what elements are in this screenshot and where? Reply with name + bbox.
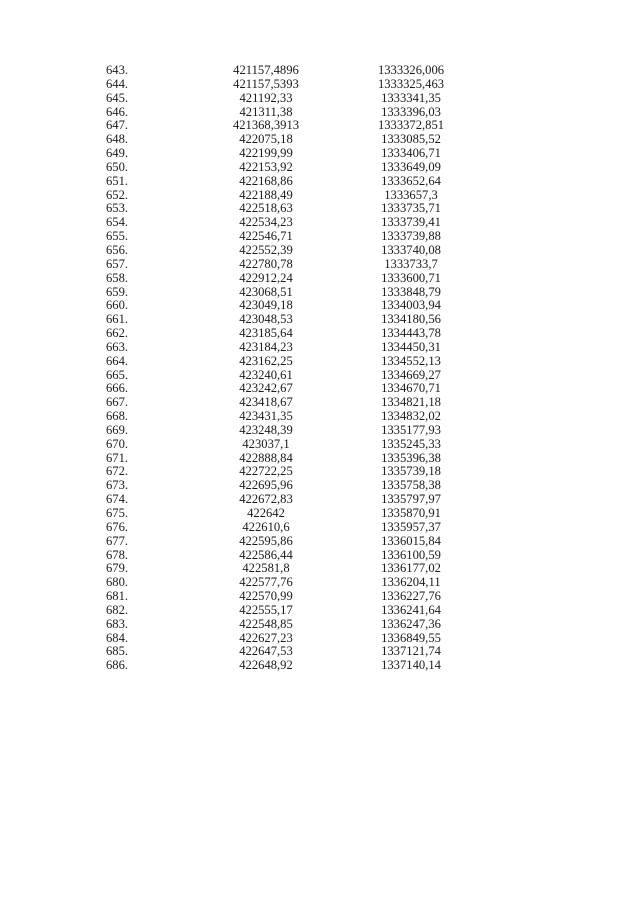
y-coordinate: 1334832,02 (381, 409, 441, 424)
table-row (0, 549, 640, 563)
y-coordinate: 1334443,78 (381, 326, 441, 341)
point-number: 679. (106, 561, 129, 576)
x-coordinate: 422168,86 (239, 173, 293, 188)
y-coordinate: 1334180,56 (381, 312, 441, 327)
y-coordinate: 1335739,18 (381, 464, 441, 479)
point-number: 654. (106, 215, 129, 230)
table-row (0, 258, 640, 272)
x-coordinate: 423037,1 (242, 436, 290, 451)
table-row (0, 299, 640, 313)
x-coordinate: 422199,99 (239, 146, 293, 161)
y-coordinate: 1333733,7 (384, 256, 438, 271)
x-coordinate: 422912,24 (239, 270, 293, 285)
point-number: 670. (106, 436, 129, 451)
x-coordinate: 421157,4896 (233, 63, 299, 77)
x-coordinate: 422648,92 (239, 658, 293, 673)
point-number: 672. (106, 464, 129, 479)
point-number: 659. (106, 284, 129, 299)
x-coordinate: 422647,53 (239, 644, 293, 659)
y-coordinate: 1333739,88 (381, 229, 441, 244)
y-coordinate: 1334552,13 (381, 353, 441, 368)
point-number: 661. (106, 312, 129, 327)
y-coordinate: 1334670,71 (381, 381, 441, 396)
table-row (0, 64, 640, 78)
point-number: 645. (106, 90, 129, 105)
table-row (0, 645, 640, 659)
y-coordinate: 1333735,71 (381, 201, 441, 216)
x-coordinate: 422153,92 (239, 159, 293, 174)
x-coordinate: 422695,96 (239, 478, 293, 493)
x-coordinate: 422555,17 (239, 602, 293, 617)
coordinate-table (0, 64, 640, 673)
point-number: 683. (106, 616, 129, 631)
y-coordinate: 1333396,03 (381, 104, 441, 119)
x-coordinate: 421368,3913 (232, 118, 300, 133)
y-coordinate: 1336849,55 (381, 630, 441, 645)
point-number: 655. (106, 229, 129, 244)
point-number: 644. (106, 76, 129, 91)
table-row (0, 327, 640, 341)
table-row (0, 382, 640, 396)
table-row (0, 106, 640, 120)
x-coordinate: 422610,6 (242, 519, 290, 534)
table-row (0, 562, 640, 576)
table-row (0, 438, 640, 452)
y-coordinate: 1333848,79 (381, 284, 441, 299)
x-coordinate: 422627,23 (239, 630, 293, 645)
point-number: 648. (106, 132, 129, 147)
x-coordinate: 423068,51 (239, 284, 293, 299)
table-row (0, 341, 640, 355)
table-row (0, 604, 640, 618)
table-row (0, 521, 640, 535)
point-number: 643. (106, 63, 129, 77)
y-coordinate: 1336247,36 (381, 616, 441, 631)
y-coordinate: 1334450,31 (381, 339, 441, 354)
y-coordinate: 1335177,93 (381, 422, 441, 437)
table-row (0, 355, 640, 369)
point-number: 651. (106, 173, 129, 188)
table-row (0, 479, 640, 493)
x-coordinate: 422577,76 (239, 575, 293, 590)
x-coordinate: 422586,44 (239, 547, 293, 562)
table-row (0, 147, 640, 161)
table-row (0, 189, 640, 203)
y-coordinate: 1334003,94 (381, 298, 441, 313)
point-number: 678. (106, 547, 129, 562)
table-row (0, 272, 640, 286)
x-coordinate: 423162,25 (239, 353, 293, 368)
x-coordinate: 422581,8 (242, 561, 290, 576)
point-number: 677. (106, 533, 129, 548)
table-row (0, 119, 640, 133)
y-coordinate: 1336204,11 (381, 575, 441, 590)
y-coordinate: 1335396,38 (381, 450, 441, 465)
point-number: 682. (106, 602, 129, 617)
y-coordinate: 1333325,463 (377, 76, 445, 91)
point-number: 663. (106, 339, 129, 354)
x-coordinate: 423185,64 (239, 326, 293, 341)
y-coordinate: 1335758,38 (381, 478, 441, 493)
x-coordinate: 422546,71 (239, 229, 293, 244)
table-row (0, 313, 640, 327)
table-row (0, 632, 640, 646)
y-coordinate: 1333406,71 (381, 146, 441, 161)
table-row (0, 244, 640, 258)
x-coordinate: 423242,67 (239, 381, 293, 396)
table-row (0, 590, 640, 604)
y-coordinate: 1334669,27 (381, 367, 441, 382)
x-coordinate: 422188,49 (239, 187, 293, 202)
table-row (0, 535, 640, 549)
table-row (0, 202, 640, 216)
y-coordinate: 1333740,08 (381, 242, 441, 257)
point-number: 676. (106, 519, 129, 534)
x-coordinate: 423184,23 (239, 339, 293, 354)
point-number: 675. (106, 506, 129, 520)
table-row (0, 216, 640, 230)
y-coordinate: 1336227,76 (381, 589, 441, 604)
x-coordinate: 422075,18 (239, 132, 293, 147)
point-number: 680. (106, 575, 129, 590)
point-number: 674. (106, 492, 129, 507)
point-number: 662. (106, 326, 129, 341)
x-coordinate: 423418,67 (239, 395, 293, 410)
point-number: 646. (106, 104, 129, 119)
point-number: 656. (106, 242, 129, 257)
table-row (0, 230, 640, 244)
table-row (0, 369, 640, 383)
y-coordinate: 1335245,33 (381, 436, 441, 451)
point-number: 657. (106, 256, 129, 271)
x-coordinate: 423240,61 (239, 367, 293, 382)
x-coordinate: 422672,83 (239, 492, 293, 507)
table-row (0, 175, 640, 189)
point-number: 652. (106, 187, 129, 202)
y-coordinate: 1336241,64 (381, 602, 441, 617)
point-number: 650. (106, 159, 129, 174)
table-row (0, 286, 640, 300)
point-number: 673. (106, 478, 129, 493)
table-row (0, 410, 640, 424)
y-coordinate: 1336100,59 (381, 547, 441, 562)
x-coordinate: 422888,84 (239, 450, 293, 465)
point-number: 649. (106, 146, 129, 161)
table-row (0, 92, 640, 106)
point-number: 647. (106, 118, 129, 133)
y-coordinate: 1333085,52 (381, 132, 441, 147)
point-number: 665. (106, 367, 129, 382)
point-number: 681. (106, 589, 129, 604)
x-coordinate: 422642 (247, 506, 285, 520)
y-coordinate: 1333657,3 (384, 187, 438, 202)
x-coordinate: 423048,53 (239, 312, 293, 327)
x-coordinate: 422552,39 (239, 242, 293, 257)
point-number: 664. (106, 353, 129, 368)
point-number: 658. (106, 270, 129, 285)
y-coordinate: 1334821,18 (381, 395, 441, 410)
point-number: 668. (106, 409, 129, 424)
table-row (0, 576, 640, 590)
table-row (0, 465, 640, 479)
y-coordinate: 1333600,71 (381, 270, 441, 285)
table-row (0, 396, 640, 410)
point-number: 671. (106, 450, 129, 465)
table-row (0, 507, 640, 521)
y-coordinate: 1333341,35 (381, 90, 441, 105)
y-coordinate: 1336177,02 (381, 561, 441, 576)
x-coordinate: 422595,86 (239, 533, 293, 548)
x-coordinate: 422722,25 (239, 464, 293, 479)
x-coordinate: 422570,99 (239, 589, 293, 604)
table-row (0, 133, 640, 147)
table-row (0, 659, 640, 673)
x-coordinate: 421311,38 (239, 104, 293, 119)
x-coordinate: 423431,35 (239, 409, 293, 424)
x-coordinate: 422518,63 (239, 201, 293, 216)
table-row (0, 618, 640, 632)
x-coordinate: 422780,78 (239, 256, 293, 271)
table-row (0, 424, 640, 438)
y-coordinate: 1337140,14 (381, 658, 441, 673)
point-number: 660. (106, 298, 129, 313)
y-coordinate: 1337121,74 (381, 644, 441, 659)
y-coordinate: 1335957,37 (381, 519, 441, 534)
point-number: 685. (106, 644, 129, 659)
point-number: 686. (106, 658, 129, 673)
point-number: 666. (106, 381, 129, 396)
y-coordinate: 1335870,91 (381, 506, 441, 520)
x-coordinate: 421192,33 (239, 90, 293, 105)
x-coordinate: 422548,85 (239, 616, 293, 631)
point-number: 684. (106, 630, 129, 645)
y-coordinate: 1333649,09 (381, 159, 441, 174)
y-coordinate: 1333372,851 (377, 118, 445, 133)
y-coordinate: 1333326,006 (377, 63, 445, 77)
table-row (0, 161, 640, 175)
table-row (0, 452, 640, 466)
point-number: 669. (106, 422, 129, 437)
x-coordinate: 423049,18 (239, 298, 293, 313)
x-coordinate: 423248,39 (239, 422, 293, 437)
table-row (0, 78, 640, 92)
y-coordinate: 1333739,41 (381, 215, 441, 230)
point-number: 653. (106, 201, 129, 216)
point-number: 667. (106, 395, 129, 410)
y-coordinate: 1335797,97 (381, 492, 441, 507)
y-coordinate: 1333652,64 (381, 173, 441, 188)
table-row (0, 493, 640, 507)
x-coordinate: 421157,5393 (233, 76, 299, 91)
x-coordinate: 422534,23 (239, 215, 293, 230)
y-coordinate: 1336015,84 (381, 533, 441, 548)
